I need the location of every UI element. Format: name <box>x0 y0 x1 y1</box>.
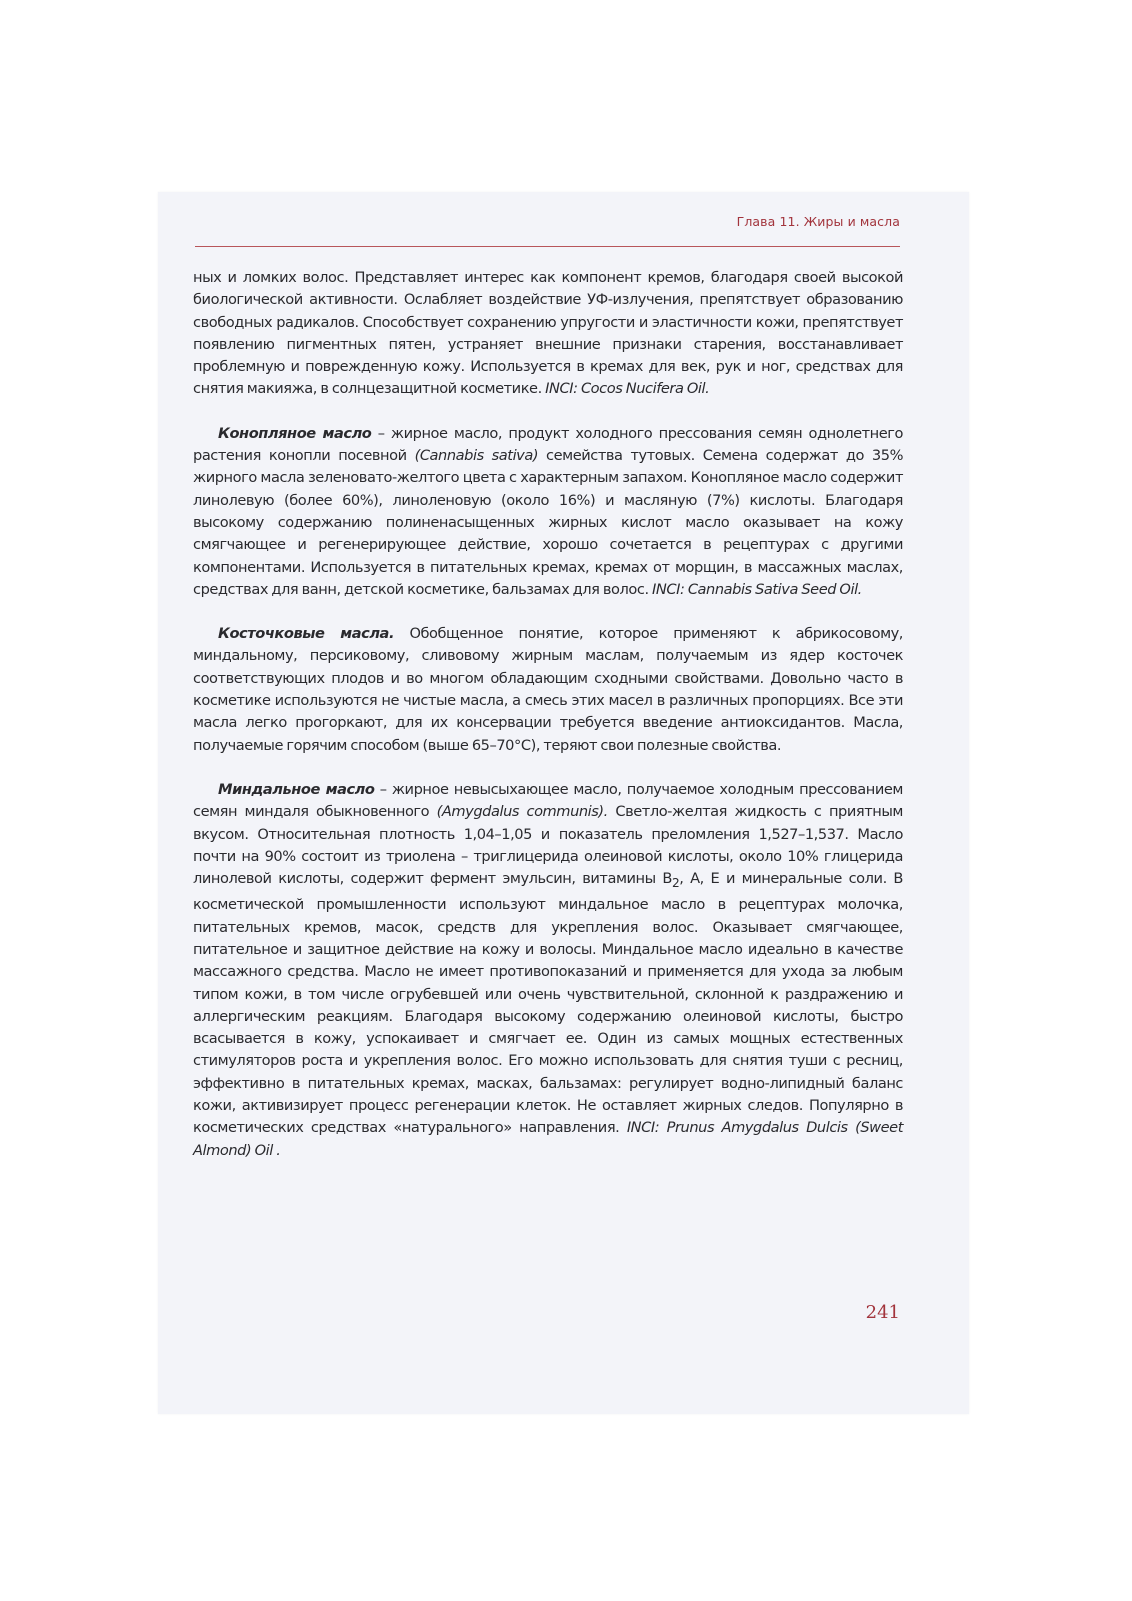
paragraph-text: Обобщенное понятие, которое применяют к абрикосовому, миндальному, персиковому, сливовому жирным маслам, получаемым из ядер косточек соответствующих плодов и во многом обладающим сходными свойствами. Довольно часто в косметике используются не чистые масла, а смесь этих масел в различных пропорциях. Все эти масла легко прогоркают, для их консервации требуется введение антиоксидантов. Масла, получаемые горячим способом (выше 65–70°С), теряют свои полезные свойства. <box>193 625 903 754</box>
paragraph-text: – жирное невысыхающее масло, получаемое холодным прессованием семян миндаля обыкновенного <box>193 780 903 821</box>
term-heading: Косточковые масла. <box>218 625 395 643</box>
paragraph-text: – жирное масло, продукт холодного прессования семян однолетнего растения конопли посевной <box>193 424 903 465</box>
page-number: 241 <box>865 1302 900 1323</box>
book-page <box>158 192 969 1414</box>
inci-name: INCI: Cocos Nucifera Oil. <box>545 380 710 398</box>
latin-name: (Cannabis sativa) <box>414 447 539 465</box>
latin-name: (Amygdalus communis). <box>436 803 608 821</box>
paragraph-kernel-oils <box>193 623 903 757</box>
header-rule <box>195 246 900 247</box>
subscript: 2 <box>671 876 680 891</box>
paragraph-coconut-continued <box>193 267 903 401</box>
inci-name: INCI: Prunus Amygdalus Dulcis (Sweet Almond) Oil . <box>193 1119 903 1159</box>
inci-name: INCI: Cannabis Sativa Seed Oil. <box>652 580 862 598</box>
paragraph-text: семейства тутовых. Семена содержат до 35% жирного масла зеленовато-желтого цвета с характерным запахом. Конопляное масло содержит линолевую (более 60%), линоленовую (около 16%) и масляную (7%) кислоты. Благодаря высокому содержанию полиненасыщенных жирных кислот масло оказывает на кожу смягчающее и регенерирующее действие, хорошо сочетается в рецептурах с другими компонентами. Используется в питательных кремах, кремах от морщин, в массажных маслах, средствах для ванн, детской косметике, бальзамах для волос. <box>193 447 903 598</box>
term-heading: Миндальное масло <box>218 780 375 798</box>
paragraph-hemp-oil <box>193 423 903 601</box>
paragraph-text: Светло-желтая жидкость с приятным вкусом. Относительная плотность 1,04–1,05 и показатель преломления 1,527–1,537. Масло почти на 90% состоит из триолена – триглицерида олеиновой кислоты, около 10% глицерида линолевой кислоты, содержит фермент эмульсин, витамины В <box>193 803 903 888</box>
paragraph-text: ных и ломких волос. Представляет интерес как компонент кремов, благодаря своей высокой биологической активности. Ослабляет воздействие УФ-излучения, препятствует образованию свободных радикалов. Способствует сохранению упругости и эластичности кожи, препятствует появлению пигментных пятен, устраняет внешние признаки старения, восстанавливает проблемную и поврежденную кожу. Используется в кремах для век, рук и ног, средствах для снятия макияжа, в солнцезащитной косметике. <box>193 269 903 398</box>
body-text <box>193 267 903 1162</box>
running-head: Глава 11. Жиры и масла <box>736 214 900 229</box>
term-heading: Конопляное масло <box>218 424 372 442</box>
paragraph-almond-oil <box>193 779 903 1162</box>
paragraph-text: , А, Е и минеральные соли. В косметической промышленности используют миндальное масло в рецептурах молочка, питательных кремов, масок, средств для укрепления волос. Оказывает смягчающее, питательное и защитное действие на кожу и волосы. Миндальное масло идеально в качестве массажного средства. Масло не имеет противопоказаний и применяется для ухода за любым типом кожи, в том числе огрубевшей или очень чувствительной, склонной к раздражению и аллергическим реакциям. Благодаря высокому содержанию олеиновой кислоты, быстро всасывается в кожу, успокаивает и смягчает ее. Один из самых мощных естественных стимуляторов роста и укрепления волос. Его можно использовать для снятия туши с ресниц, эффективно в питательных кремах, масках, бальзамах: регулирует водно-липидный баланс кожи, активизирует процесс регенерации клеток. Не оставляет жирных следов. Популярно в косметических средствах «натурального» направления. <box>193 870 903 1137</box>
